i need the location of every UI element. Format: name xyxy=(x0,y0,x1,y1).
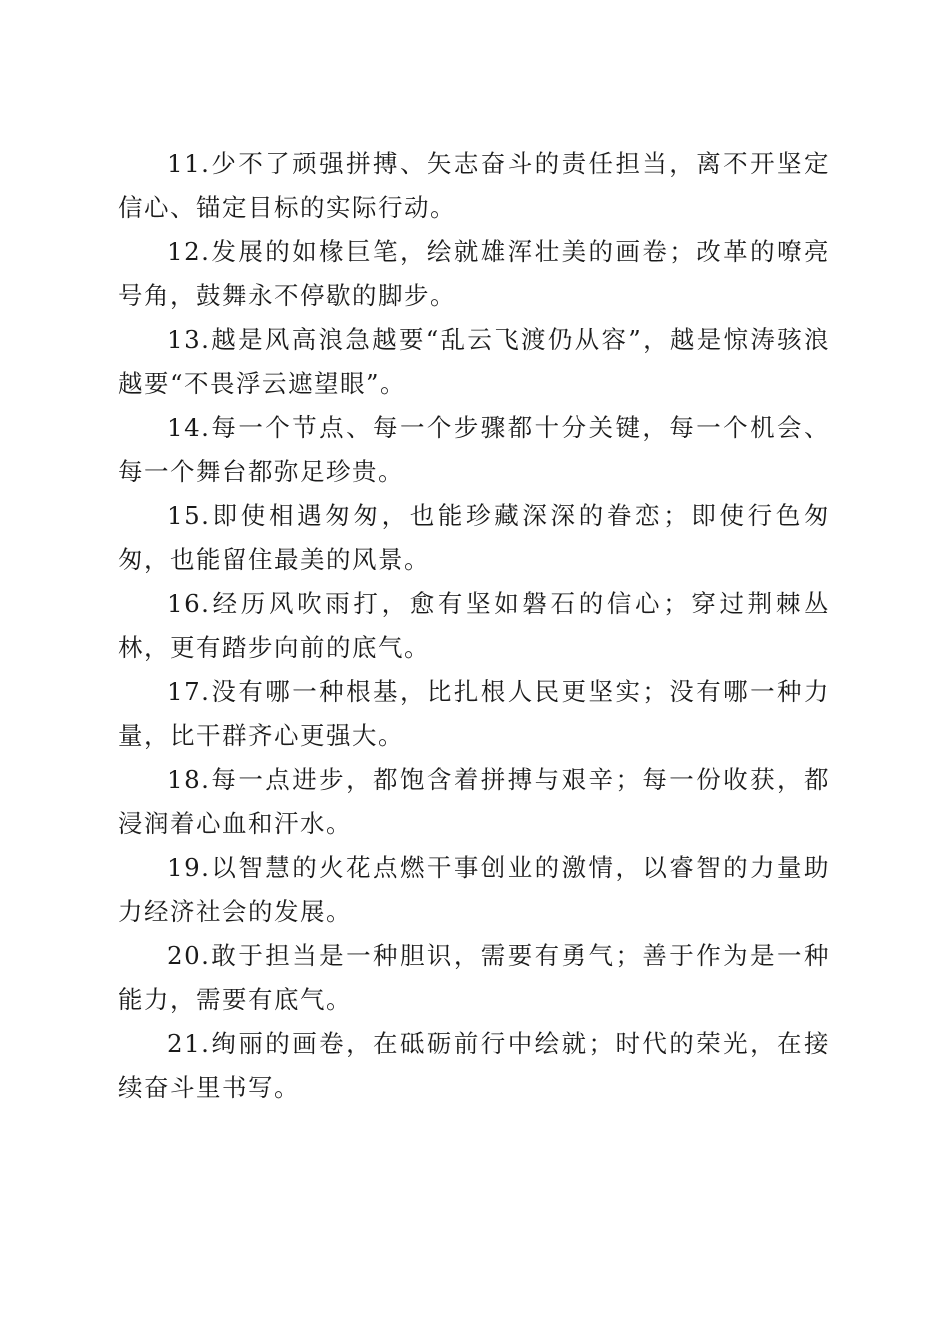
document-body xyxy=(118,142,830,1110)
paragraph-15: 15.即使相遇匆匆，也能珍藏深深的眷恋；即使行色匆匆，也能留住最美的风景。 xyxy=(118,501,830,574)
paragraph-20: 20.敢于担当是一种胆识，需要有勇气；善于作为是一种能力，需要有底气。 xyxy=(118,941,830,1014)
paragraph-19: 19.以智慧的火花点燃干事创业的激情，以睿智的力量助力经济社会的发展。 xyxy=(118,853,830,926)
paragraph-17: 17.没有哪一种根基，比扎根人民更坚实；没有哪一种力量，比干群齐心更强大。 xyxy=(118,677,830,750)
paragraph-21: 21.绚丽的画卷，在砥砺前行中绘就；时代的荣光，在接续奋斗里书写。 xyxy=(118,1029,830,1102)
paragraph-14: 14.每一个节点、每一个步骤都十分关键，每一个机会、每一个舞台都弥足珍贵。 xyxy=(118,413,830,486)
paragraph-18: 18.每一点进步，都饱含着拼搏与艰辛；每一份收获，都浸润着心血和汗水。 xyxy=(118,765,830,838)
paragraph-16: 16.经历风吹雨打，愈有坚如磐石的信心；穿过荆棘丛林，更有踏步向前的底气。 xyxy=(118,589,830,662)
paragraph-12: 12.发展的如椽巨笔，绘就雄浑壮美的画卷；改革的嘹亮号角，鼓舞永不停歇的脚步。 xyxy=(118,237,830,310)
paragraph-13: 13.越是风高浪急越要“乱云飞渡仍从容”，越是惊涛骇浪越要“不畏浮云遮望眼”。 xyxy=(118,325,830,398)
paragraph-11: 11.少不了顽强拼搏、矢志奋斗的责任担当，离不开坚定信心、锚定目标的实际行动。 xyxy=(118,149,830,222)
